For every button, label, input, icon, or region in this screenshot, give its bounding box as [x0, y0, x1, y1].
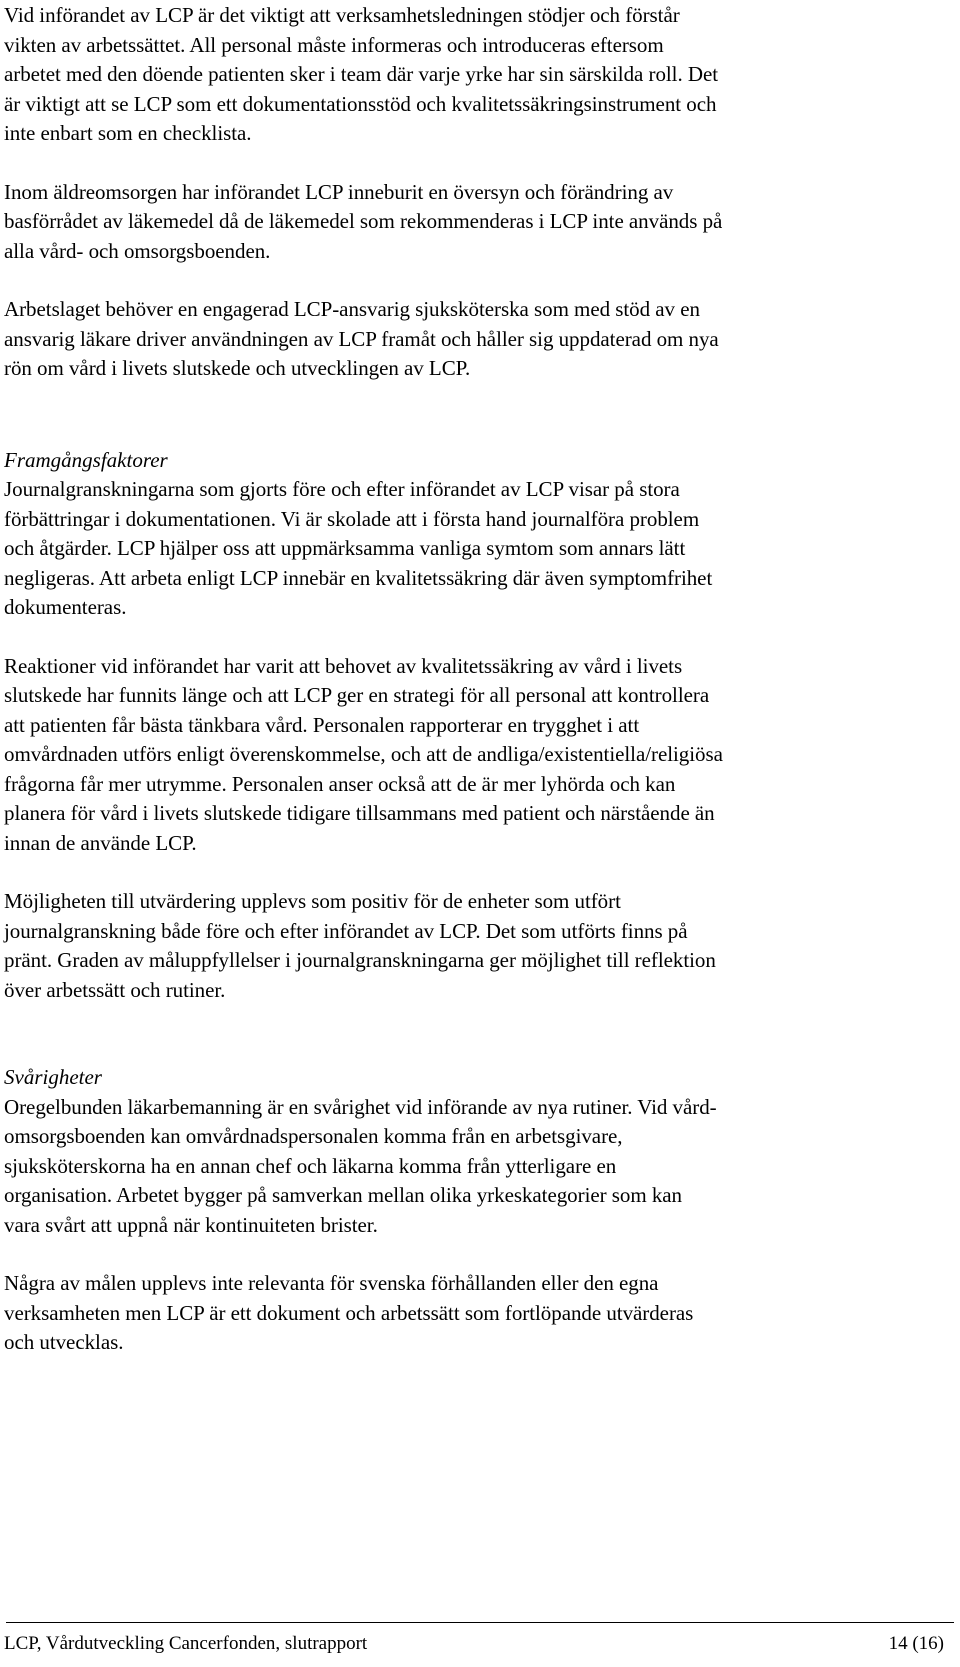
text-line: att patienten får bästa tänkbara vård. Personalen rapporterar en trygghet i att — [4, 712, 640, 737]
page-number: 14 (16) — [888, 1633, 944, 1654]
paragraph-work-team — [4, 295, 944, 384]
text-line: basförrådet av läkemedel då de läkemedel som rekommenderas i LCP inte används på — [4, 209, 723, 233]
text-line: Arbetslaget behöver en engagerad LCP-ansvarig sjuksköterska som med stöd av en — [4, 297, 700, 321]
text-line: slutskede har funnits länge och att LCP ger en strategi för all personal att kontrollera — [4, 683, 710, 707]
text-line: och åtgärder. LCP hjälper oss att uppmärksamma vanliga symtom som annars lätt — [4, 536, 686, 560]
text-line: förbättringar i dokumentationen. Vi är skolade att i första hand journalföra problem — [4, 506, 700, 531]
paragraph-staffing — [4, 1093, 944, 1241]
text-line: Inom äldreomsorgen har införandet LCP inneburit en översyn och förändring av — [4, 179, 674, 204]
text-line: Möjligheten till utvärdering upplevs som positiv för de enheter som utfört — [4, 889, 621, 913]
page-footer — [0, 1622, 960, 1667]
text-line: pränt. Graden av måluppfyllelser i journalgranskningarna ger möjlighet till reflektion — [4, 948, 716, 972]
text-line: omvårdnaden utförs enligt överenskommelse, och att de andliga/existentiella/religiösa — [4, 742, 723, 766]
text-line: arbetet med den döende patienten sker i team där varje yrke har sin särskilda roll. Det — [4, 62, 719, 86]
text-line: organisation. Arbetet bygger på samverkan mellan olika yrkeskategorier som kan — [4, 1183, 683, 1207]
paragraph-evaluation — [4, 887, 944, 1005]
paragraph-journal-reviews — [4, 475, 944, 623]
text-line: sjuksköterskorna ha en annan chef och läkarna komma från ytterligare en — [4, 1153, 617, 1178]
text-line: alla vård- och omsorgsboenden. — [4, 238, 271, 263]
text-line: innan de använde LCP. — [4, 830, 197, 855]
text-line: Journalgranskningarna som gjorts före och efter införandet av LCP visar på stora — [4, 477, 680, 501]
text-line: Några av målen upplevs inte relevanta för svenska förhållanden eller den egna — [4, 1271, 659, 1295]
paragraph-goals-relevance — [4, 1269, 944, 1358]
text-line: frågorna får mer utrymme. Personalen anser också att de är mer lyhörda och kan — [4, 771, 676, 796]
text-line: ansvarig läkare driver användningen av LCP framåt och håller sig uppdaterad om nya — [4, 326, 719, 351]
text-line: verksamheten men LCP är ett dokument och arbetssätt som fortlöpande utvärderas — [4, 1300, 694, 1325]
paragraph-reactions — [4, 652, 944, 859]
paragraph-implementation-leadership — [4, 1, 944, 149]
text-line: och utvecklas. — [4, 1330, 124, 1354]
text-line: negligeras. Att arbeta enligt LCP innebär en kvalitetssäkring där även symptomfrihet — [4, 565, 713, 590]
text-line: planera för vård i livets slutskede tidigare tillsammans med patient och närstående än — [4, 801, 715, 825]
page-body — [4, 1, 944, 1358]
text-line: dokumenteras. — [4, 595, 127, 619]
text-line: inte enbart som en checklista. — [4, 121, 252, 145]
heading-success-factors: Framgångsfaktorer — [4, 447, 168, 472]
footer-report-title: LCP, Vårdutveckling Cancerfonden, slutrapport — [4, 1633, 368, 1654]
text-line: vikten av arbetssättet. All personal måste informeras och introduceras eftersom — [4, 32, 664, 57]
text-line: över arbetssätt och rutiner. — [4, 977, 226, 1002]
paragraph-elderly-care — [4, 178, 944, 267]
text-line: journalgranskning både före och efter införandet av LCP. Det som utförts finns på — [4, 918, 688, 943]
text-line: är viktigt att se LCP som ett dokumentationsstöd och kvalitetssäkringsinstrument och — [4, 91, 717, 116]
footer-divider — [6, 1622, 954, 1623]
text-line: Oregelbunden läkarbemanning är en svårighet vid införande av nya rutiner. Vid vård- — [4, 1094, 717, 1119]
heading-difficulties: Svårigheter — [4, 1065, 102, 1089]
text-line: omsorgsboenden kan omvårdnadspersonalen komma från en arbetsgivare, — [4, 1124, 623, 1148]
text-line: vara svårt att uppnå när kontinuiteten brister. — [4, 1212, 378, 1237]
text-line: Reaktioner vid införandet har varit att behovet av kvalitetssäkring av vård i livets — [4, 653, 683, 678]
text-line: Vid införandet av LCP är det viktigt att verksamhetsledningen stödjer och förstår — [4, 3, 680, 27]
text-line: rön om vård i livets slutskede och utvecklingen av LCP. — [4, 356, 471, 380]
